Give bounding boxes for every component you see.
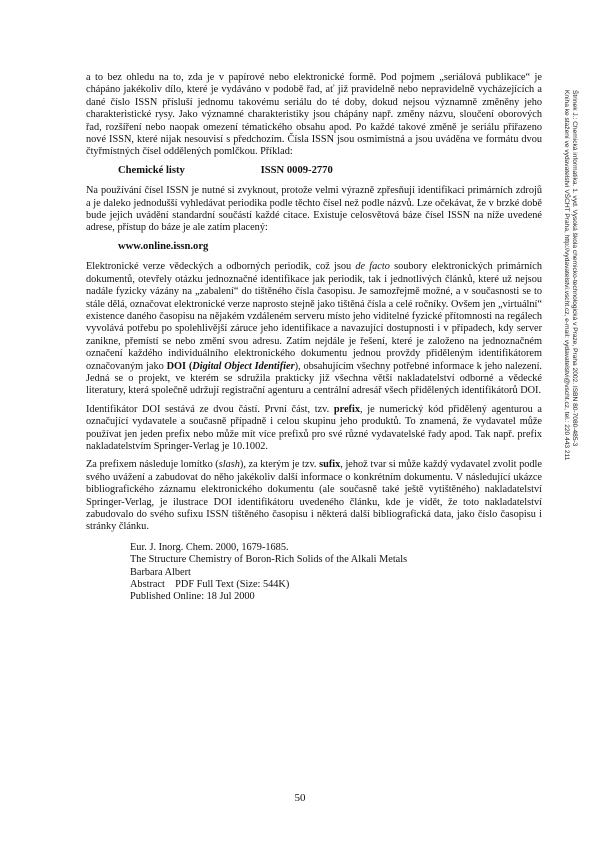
term-sufix: sufix — [319, 459, 341, 471]
term-digital-object-identifier: Digital Object Identifier — [192, 360, 295, 372]
side-note-line-2: Kniha ke stažení ve vydavatelství VŠCHT Praha, http://vydavatelstvi.vscht.cz, e-mail: vydavatelstvi@vscht.cz, tel.: 220 443 211 — [562, 90, 570, 461]
reference-title: The Structure Chemistry of Boron-Rich Solids of the Alkali Metals — [130, 554, 408, 566]
paragraph-doi-sufix — [86, 459, 542, 533]
reference-published: Published Online: 18 Jul 2000 — [130, 591, 255, 603]
reference-links: Abstract PDF Full Text (Size: 544K) — [130, 579, 290, 591]
text-segment: , jehož tvar si může každý vydavatel zvolit podle svého uvážení a zabudovat do něho jakékoliv další informace o konkrétním dokumentu. V následující ukázce bibliografického záznamu elektronického dokumentu (ale současně také ještě vytištěného) nakladatelství Springer-Verlag, je ilustrace DOI identifikátoru uvedeného článku, kde je vidět, že toto nakladatelství zabudovalo do svého sufixu ISSN tištěného časopisu i některá další bibliografická data, jako číslo časopisu i stránky článku. — [86, 459, 542, 533]
page-number: 50 — [294, 792, 306, 804]
reference-example — [130, 542, 542, 604]
text-segment: soubory elektronických primárních dokumentů, otevřely otázku jednoznačné identifikace jak periodik, tak i jednotlivých článků, které už nejsou nadále fyzicky vázány na „zabalení“ do tištěného čísla časopisu. Je samozřejmě možné, a v současnosti se to stále dělá, označovat elektronické verze naprosto stejně jako tištěná čísla a celé ročníky. Ovšem jen „virtuální“ existence daného časopisu na nějakém vzdáleném serveru místo jeho viditelné fyzické přítomnosti na regálech vyvolává potřebu po spolehlivější záruce jeho identifikace a navazující dostupnosti i v případech, kdy server zanikne, přemístí se nebo změní svou adresu. Zatím nejdále je řešení, které je založeno na jednoznačném označení každého individuálního elektronického dokumentu jednou provždy přiděleným identifikátorem označovaným jako — [86, 261, 542, 372]
reference-citation: Eur. J. Inorg. Chem. 2000, 1679-1685. — [130, 541, 289, 553]
reference-author: Barbara Albert — [130, 566, 191, 578]
term-slash: slash — [218, 459, 240, 471]
body-text — [86, 72, 542, 604]
side-note — [562, 90, 578, 650]
text-segment: ), obsahujícím všechny potřebné informace k jeho nalezení. Jedná se o projekt, ve kterém se sdružila prakticky již všechna větší nakladatelství odborné a vědecké literatury, která společně udržují registrační agenturu a centrální adresář všech přidělených identifikátorů DOI. — [86, 360, 543, 397]
example-issn: ISSN 0009-2770 — [260, 164, 333, 176]
term-de-facto: de facto — [355, 261, 390, 273]
text-segment: ( — [186, 360, 193, 372]
side-note-line-1: Štrinek J.: Chemická informatika. 1. vyd. Vysoká škola chemicko-technologická v Praze, Praha 2002. ISBN 80-7080-485-3 — [571, 90, 578, 447]
text-segment: , je numerický kód přidělený agenturou a označující vydavatele a současně případně i celou skupinu jeho produktů. To znamená, že vydavatel může používat jen jeden prefix nebo může mít více prefixů pro své různé vydavatelské řady apod. Tak např. prefix nakladatelstvím Springer-Verlag je 10.1002. — [86, 403, 542, 452]
paragraph-issn-definition: a to bez ohledu na to, zda je v papírové nebo elektronické formě. Pod pojmem „seriálová publikace“ je chápáno jakékoliv dílo, které je vydáváno v podobě řad, ať již pravidelně nebo nepravidelně vycházejících a dané číslo ISSN přísluší jednomu takovému seriálu do té doby, dokud nejsou významně změněny jeho charakteristické rysy. Jako významné charakteristiky jsou chápány např. změny názvu, sloučení oborových řad, rozšíření nebo naopak omezení tématického obsahu apod. Po každé takové změně je seriálu přiřazeno nové ISSN, které nijak nesouvisí s předchozím. Čísla ISSN jsou osmimístná a jsou uváděna ve formátu dvou čtyřmístných čísel oddělených pomlčkou. Příklad: — [86, 72, 542, 158]
issn-example — [86, 165, 542, 177]
text-segment: Elektronické verze vědeckých a odborných periodik, což jsou — [86, 261, 356, 273]
paragraph-electronic-versions — [86, 261, 542, 397]
paragraph-issn-usage: Na používání čísel ISSN je nutné si zvyknout, protože velmi výrazně zpřesňují identifikaci primárních zdrojů a je daleko jednodušší vyhledávat periodika podle těchto čísel než podle názvů. Lze očekávat, že v brzké době bude jejich uvádění standardní součástí každé citace. Existuje celosvětová báze čísel ISSN na níže uvedené adrese, přístup do báze je ale zatím placený: — [86, 185, 542, 234]
text-segment: Identifikátor DOI sestává ze dvou částí. První část, tzv. — [86, 403, 334, 415]
text-segment: Za prefixem následuje lomítko ( — [86, 459, 219, 471]
example-journal-name: Chemické listy — [118, 164, 185, 176]
paragraph-doi-prefix — [86, 404, 542, 454]
issn-url: www.online.issn.org — [118, 240, 209, 252]
term-doi: DOI — [166, 360, 187, 372]
text-segment: ), za kterým je tzv. — [239, 459, 320, 471]
term-prefix: prefix — [333, 403, 360, 415]
